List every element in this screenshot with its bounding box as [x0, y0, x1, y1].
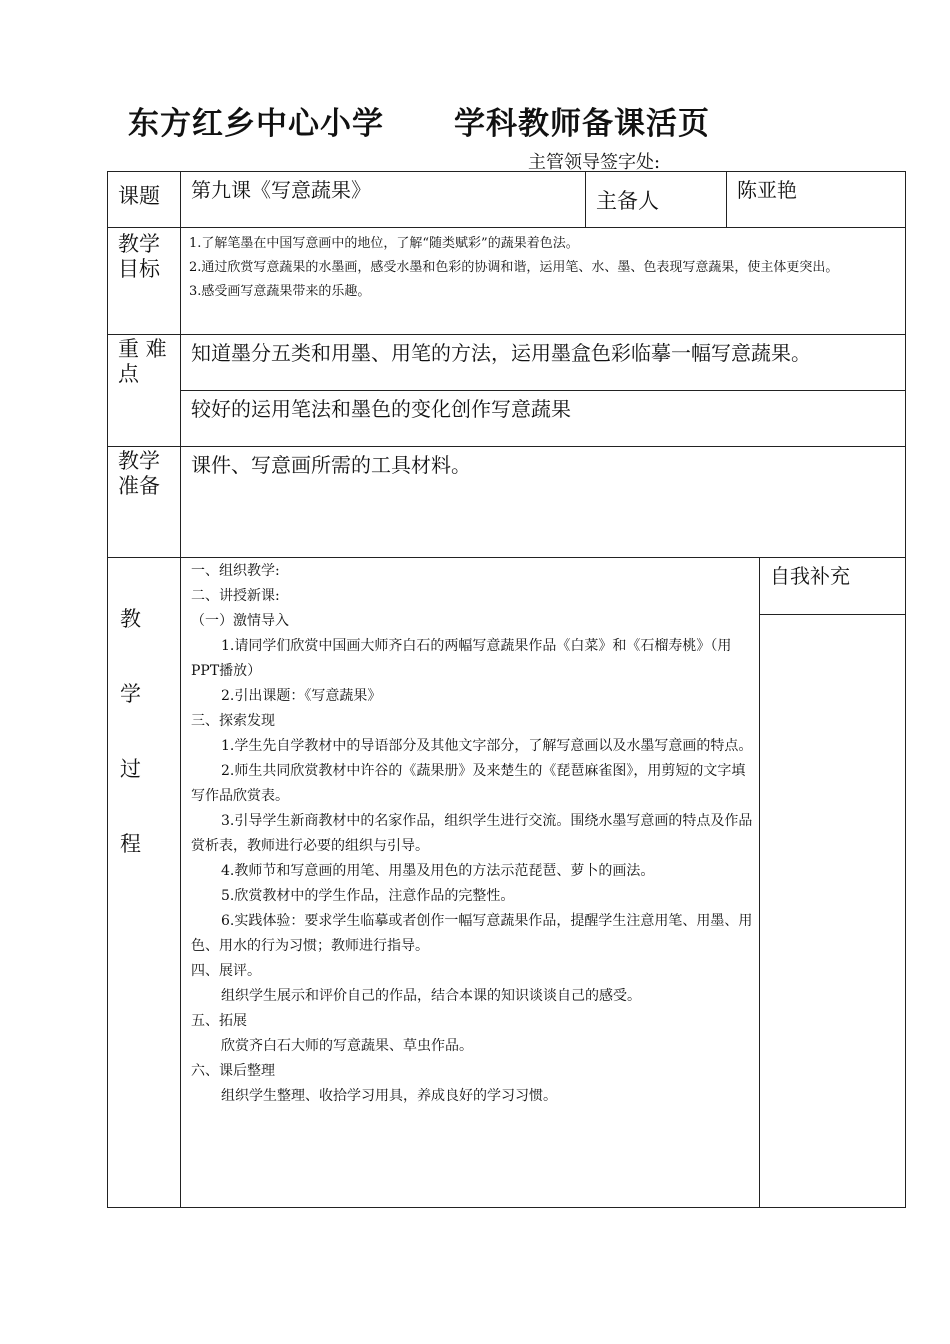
process-line: 一、组织教学: — [191, 563, 280, 579]
school-name: 东方红乡中心小学 — [128, 106, 384, 142]
process-line: 五、拓展 — [191, 1013, 247, 1029]
key-points-label: 重 难 点 — [108, 335, 181, 447]
process-line: 3.引导学生新商教材中的名家作品，组织学生进行交流。围绕水墨写意画的特点及作品赏析表，教师进行必要的组织与引导。 — [191, 813, 753, 854]
process-line: 组织学生展示和评价自己的作品，结合本课的知识谈谈自己的感受。 — [221, 988, 641, 1004]
process-line: 2.引出课题：《写意蔬果》 — [221, 688, 382, 704]
difficult-point-row — [108, 391, 906, 447]
self-supplement-label: 自我补充 — [760, 558, 906, 615]
process-content — [181, 558, 760, 1208]
preparation-label: 教学 准备 — [108, 447, 181, 558]
process-line: 1.请同学们欣赏中国画大师齐白石的两幅写意蔬果作品《白菜》和《石榴寿桃》（用PPT播放） — [191, 638, 732, 679]
process-line: 六、课后整理 — [191, 1063, 275, 1079]
process-line: 6.实践体验：要求学生临摹或者创作一幅写意蔬果作品，提醒学生注意用笔、用墨、用色、用水的行为习惯；教师进行指导。 — [191, 913, 753, 954]
process-line: 欣赏齐白石大师的写意蔬果、草虫作品。 — [221, 1038, 473, 1054]
process-line: 1.学生先自学教材中的导语部分及其他文字部分，了解写意画以及水墨写意画的特点。 — [221, 738, 753, 754]
process-row — [108, 558, 906, 615]
preparation-content: 课件、写意画所需的工具材料。 — [181, 447, 906, 558]
preparer-label: 主备人 — [586, 172, 727, 228]
process-line: 二、讲授新课: — [191, 588, 280, 604]
topic-label: 课题 — [108, 172, 181, 228]
objective-item: 1.了解笔墨在中国写意画中的地位，了解“随类赋彩”的蔬果着色法。 — [189, 236, 579, 251]
document-title — [128, 98, 710, 143]
process-line: （一）激情导入 — [191, 613, 289, 629]
signature-label: 主管领导签字处: — [528, 152, 661, 173]
preparation-row — [108, 447, 906, 558]
preparer-value: 陈亚艳 — [727, 172, 906, 228]
process-label: 教 学 过 程 — [108, 558, 181, 1208]
objectives-row — [108, 228, 906, 335]
self-supplement-area — [760, 615, 906, 1208]
process-line: 5.欣赏教材中的学生作品，注意作品的完整性。 — [221, 888, 515, 904]
difficult-point-content: 较好的运用笔法和墨色的变化创作写意蔬果 — [181, 391, 906, 447]
key-point-content: 知道墨分五类和用墨、用笔的方法，运用墨盒色彩临摹一幅写意蔬果。 — [181, 335, 906, 391]
process-line: 三、探索发现 — [191, 713, 275, 729]
process-line: 组织学生整理、收拾学习用具，养成良好的学习习惯。 — [221, 1088, 557, 1104]
process-line: 2.师生共同欣赏教材中许谷的《蔬果册》及来楚生的《琵琶麻雀图》，用剪短的文字填写作品欣赏表。 — [191, 763, 746, 804]
objective-item: 2.通过欣赏写意蔬果的水墨画，感受水墨和色彩的协调和谐，运用笔、水、墨、色表现写意蔬果，使主体更突出。 — [189, 260, 839, 275]
objectives-content — [181, 228, 906, 335]
key-point-row — [108, 335, 906, 391]
topic-value: 第九课《写意蔬果》 — [181, 172, 586, 228]
process-line: 四、展评。 — [191, 963, 261, 979]
objective-item: 3.感受画写意蔬果带来的乐趣。 — [189, 284, 371, 299]
objectives-label: 教学 目标 — [108, 228, 181, 335]
lesson-plan-table — [107, 171, 906, 1208]
doc-title: 学科教师备课活页 — [454, 106, 710, 142]
topic-row — [108, 172, 906, 228]
process-line: 4.教师节和写意画的用笔、用墨及用色的方法示范琵琶、萝卜的画法。 — [221, 863, 655, 879]
